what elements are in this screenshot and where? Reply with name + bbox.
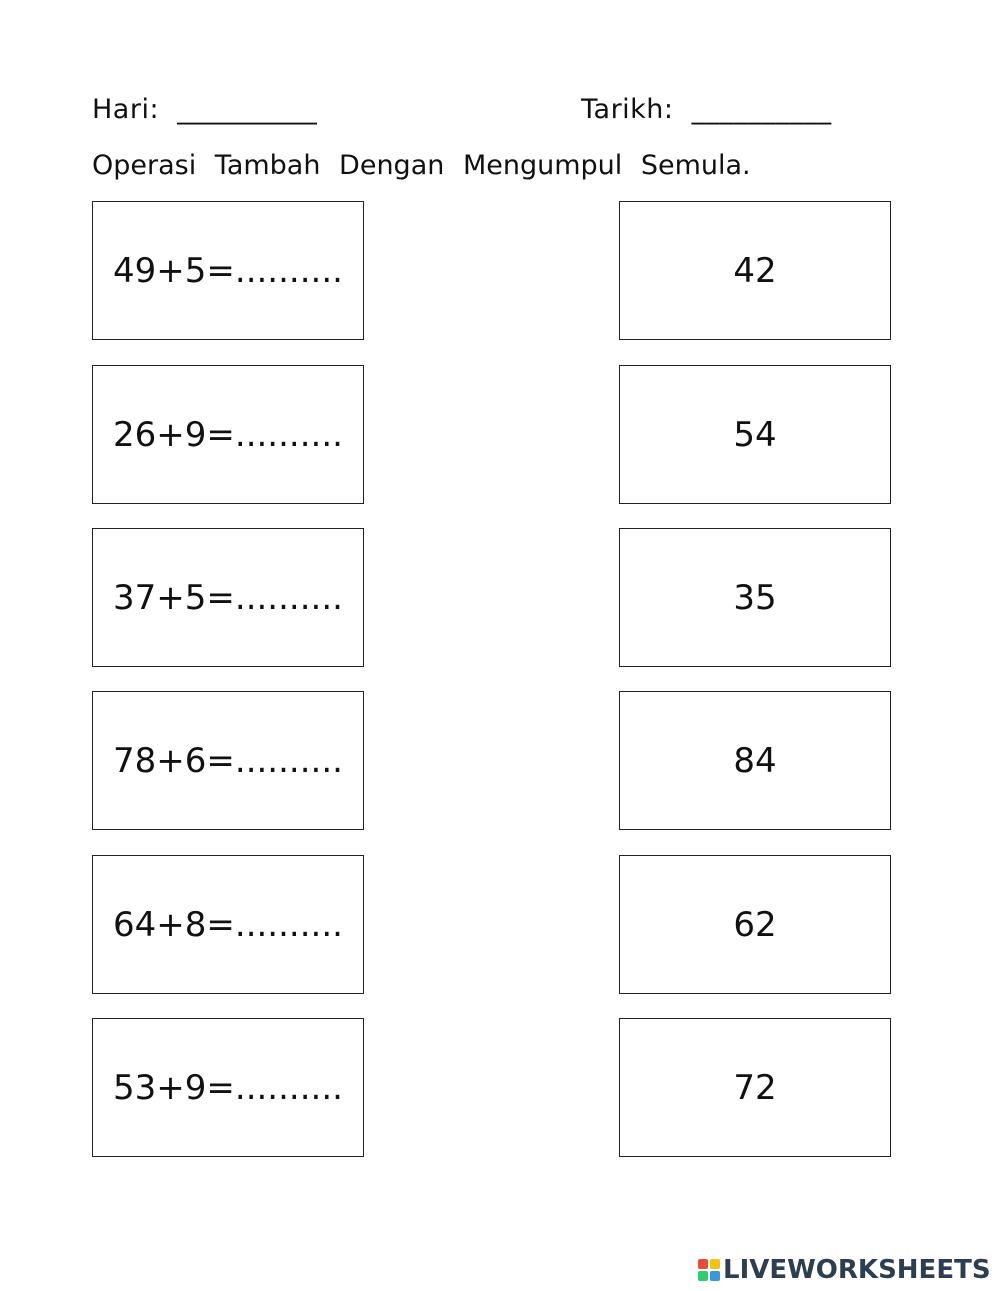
question-box-5[interactable]: 64+8=.......... <box>92 855 364 994</box>
answer-box-5[interactable]: 62 <box>619 855 891 994</box>
logo-square <box>698 1271 708 1281</box>
question-box-4[interactable]: 78+6=.......... <box>92 691 364 830</box>
instruction-text: Operasi Tambah Dengan Mengumpul Semula. <box>92 150 751 181</box>
logo-squares-icon <box>698 1259 720 1281</box>
logo-square <box>698 1259 708 1269</box>
date-field-label: Tarikh: __________ <box>581 94 832 125</box>
liveworksheets-logo <box>698 1255 991 1285</box>
answer-box-4[interactable]: 84 <box>619 691 891 830</box>
logo-square <box>710 1271 720 1281</box>
logo-square <box>710 1259 720 1269</box>
answer-box-6[interactable]: 72 <box>619 1018 891 1157</box>
question-box-1[interactable]: 49+5=.......... <box>92 201 364 340</box>
question-box-3[interactable]: 37+5=.......... <box>92 528 364 667</box>
answer-box-3[interactable]: 35 <box>619 528 891 667</box>
answer-box-2[interactable]: 54 <box>619 365 891 504</box>
question-box-6[interactable]: 53+9=.......... <box>92 1018 364 1157</box>
answer-box-1[interactable]: 42 <box>619 201 891 340</box>
question-box-2[interactable]: 26+9=.......... <box>92 365 364 504</box>
logo-text: LIVEWORKSHEETS <box>723 1255 991 1285</box>
day-field-label: Hari: __________ <box>92 94 318 125</box>
